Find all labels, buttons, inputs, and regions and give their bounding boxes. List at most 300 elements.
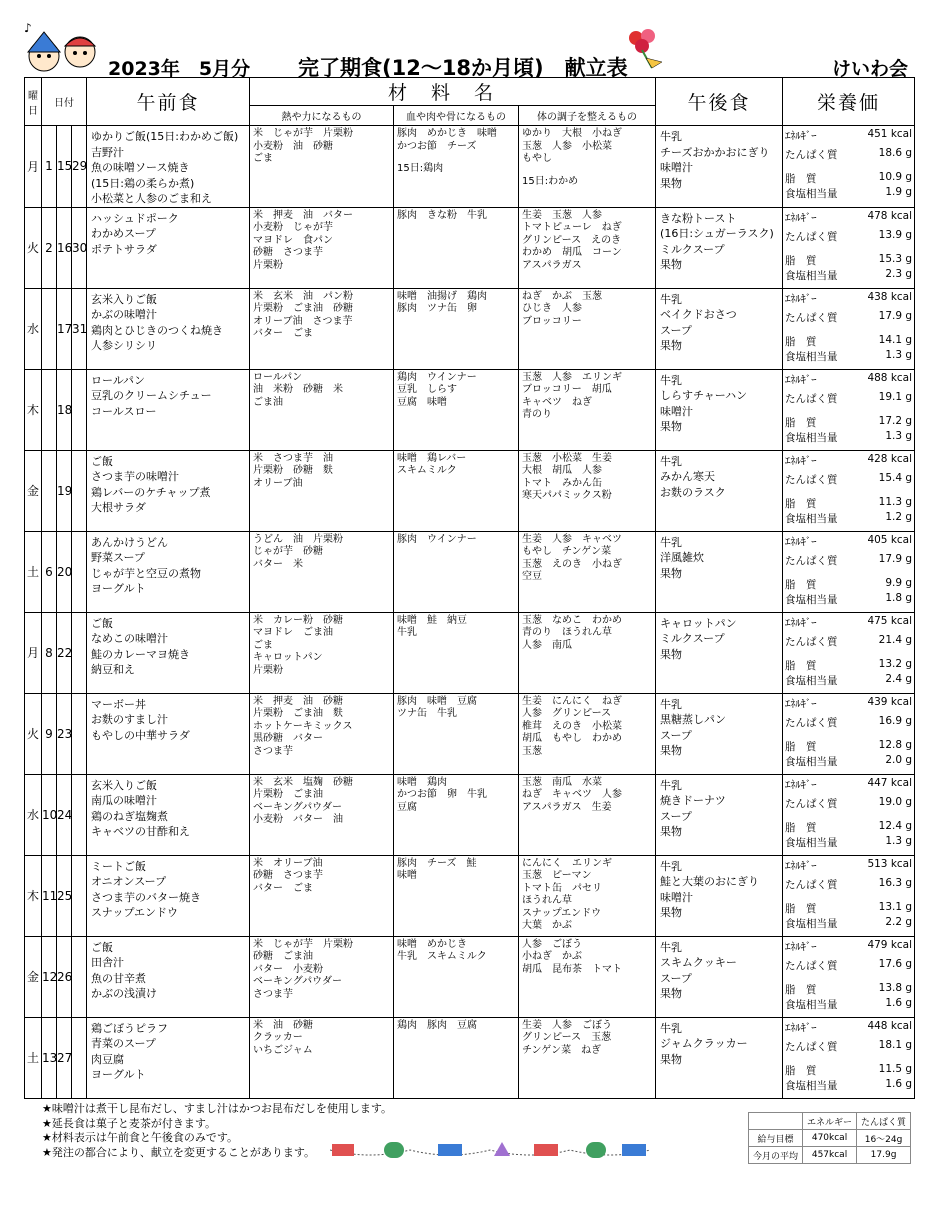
note-line: ★発注の都合により、献立を変更することがあります。 — [42, 1145, 315, 1159]
cell-line: かつお節 卵 牛乳 — [397, 789, 487, 800]
cell-line: 果物 — [660, 744, 683, 757]
date-cell — [42, 369, 57, 450]
cell-line: ゆかりご飯(15日:わかめご飯) — [91, 130, 239, 143]
cell-line: ヨーグルト — [91, 1068, 146, 1081]
nutrient-label: たんぱく質 — [785, 311, 838, 324]
cell-line: バター ごま — [253, 882, 313, 894]
summary-average-label: 今月の平均 — [749, 1147, 803, 1164]
cell-line: ご飯 — [91, 454, 113, 468]
cell-line: ホットケーキミックス — [253, 720, 353, 732]
cell-line: グリンピース 玉葱 — [522, 1032, 612, 1043]
cell-line: 牛乳 — [660, 778, 683, 792]
date-cell: 24 — [57, 774, 72, 855]
cell-line: 生姜 玉葱 人参 — [522, 209, 602, 221]
date-cell: 30 — [72, 207, 87, 288]
nutrient-label: 食塩相当量 — [785, 188, 838, 200]
nutrient-label: 脂 質 — [785, 902, 817, 915]
cell-line: マヨドレ 食パン — [253, 234, 333, 246]
nutrient-label: ｴﾈﾙｷﾞｰ — [785, 778, 817, 791]
morning-meal-cell — [87, 531, 250, 612]
cell-line: いちごジャム — [253, 1044, 313, 1056]
date-cell: 22 — [57, 612, 72, 693]
nutrient-energy — [785, 453, 912, 472]
nutrient-label: 脂 質 — [785, 578, 817, 591]
cell-line: スナップエンドウ — [91, 906, 179, 919]
nutrient-value: 438 kcal — [867, 290, 913, 303]
date-cell: 15 — [57, 126, 72, 208]
cell-line: ねぎ キャベツ 人参 — [522, 789, 622, 800]
cell-line: 豚肉 味噌 豆腐 — [397, 695, 477, 707]
cell-line: ねぎ かぶ 玉葱 — [522, 290, 602, 302]
summary-target-protein: 16～24g — [857, 1130, 911, 1147]
cell-line: しらすチャーハン — [660, 389, 748, 402]
cell-line: 玄米入りご飯 — [91, 292, 157, 306]
cell-line: スープ — [660, 971, 692, 985]
table-row — [25, 450, 915, 531]
cell-line: 片栗粉 ごま油 砂糖 — [253, 303, 353, 314]
energy-foods-cell — [250, 612, 394, 693]
morning-meal-cell — [87, 288, 250, 369]
cell-line: もやし チンゲン菜 — [522, 546, 612, 557]
nutrient-protein — [785, 553, 912, 577]
weekday-cell: 月 — [25, 612, 42, 693]
energy-foods-cell — [250, 1017, 394, 1098]
morning-meal-cell — [87, 936, 250, 1017]
energy-foods-cell — [250, 936, 394, 1017]
table-row — [25, 936, 915, 1017]
cell-line: 玄米入りご飯 — [91, 778, 157, 792]
cell-line: スナップエンドウ — [522, 907, 602, 919]
kids-festival-icon — [22, 18, 102, 76]
cell-line: 砂糖 さつま芋 — [253, 870, 323, 881]
cell-line: アスパラガス — [522, 259, 582, 271]
cell-line: キャベツの甘酢和え — [91, 825, 190, 838]
nutrient-salt — [785, 592, 912, 605]
afternoon-meal-cell — [656, 855, 783, 936]
cell-line: 味噌汁 — [660, 404, 694, 418]
date-cell: 12 — [42, 936, 57, 1017]
nutrient-protein — [785, 715, 912, 739]
nutrient-value: 1.9 g — [885, 186, 913, 198]
energy-foods-cell — [250, 693, 394, 774]
cell-line: ほうれん草 — [522, 895, 572, 906]
page-header — [0, 0, 938, 80]
cell-line: かぶの味噌汁 — [91, 308, 157, 321]
afternoon-meal-cell — [656, 450, 783, 531]
cell-line: スープ — [660, 323, 692, 337]
nutrition-cell — [783, 207, 915, 288]
cell-line: 米 オリーブ油 — [253, 857, 323, 869]
condition-foods-cell — [519, 126, 656, 208]
cell-line: ブロッコリー — [522, 315, 582, 327]
nutrient-value: 428 kcal — [867, 452, 913, 465]
cell-line: 片栗粉 — [253, 259, 283, 271]
cell-line: ミルクスープ — [660, 632, 725, 645]
nutrient-value: 13.1 g — [878, 900, 913, 913]
condition-foods-cell — [519, 855, 656, 936]
nutrient-value: 1.3 g — [885, 429, 913, 442]
weekday-cell: 火 — [25, 207, 42, 288]
body-foods-cell — [394, 531, 519, 612]
nutrient-value: 451 kcal — [867, 128, 913, 140]
cell-line: 味噌汁 — [660, 161, 694, 174]
cell-line: ヨーグルト — [91, 582, 146, 595]
cell-line: コールスロー — [91, 404, 157, 418]
cell-line: じゃが芋 砂糖 — [253, 546, 323, 557]
date-cell: 8 — [42, 612, 57, 693]
cell-line: 玉葱 なめこ わかめ — [522, 614, 622, 626]
nutrient-salt — [785, 511, 912, 524]
nutrient-salt — [785, 1078, 912, 1091]
nutrient-label: ｴﾈﾙｷﾞｰ — [785, 697, 817, 710]
condition-foods-cell — [519, 1017, 656, 1098]
nutrient-fat — [785, 253, 912, 268]
cell-line: 味噌 鶏肉 — [397, 776, 447, 788]
cell-line: お麩のラスク — [660, 485, 726, 499]
cell-line: じゃが芋と空豆の煮物 — [91, 566, 201, 580]
cell-line: 鶏肉とひじきのつくね焼き — [91, 323, 223, 337]
nutrient-label: たんぱく質 — [785, 797, 838, 810]
cell-line: (16日:シュガーラスク) — [660, 227, 774, 240]
cell-line: 米 じゃが芋 片栗粉 — [253, 938, 353, 950]
cell-line: ひじき 人参 — [522, 303, 582, 314]
cell-line: スープ — [660, 809, 692, 823]
cell-line: 豆腐 — [397, 801, 417, 813]
cell-line: 牛乳 — [660, 697, 683, 711]
nutrient-value: 1.6 g — [885, 996, 913, 1009]
weekday-cell: 金 — [25, 450, 42, 531]
cell-line: バター 米 — [253, 558, 303, 570]
nutrient-label: 脂 質 — [785, 173, 817, 185]
nutrient-label: たんぱく質 — [785, 149, 838, 161]
morning-meal-cell — [87, 126, 250, 208]
date-cell: 6 — [42, 531, 57, 612]
summary-target-energy: 470kcal — [803, 1130, 857, 1147]
cell-line: スープ — [660, 728, 692, 742]
cell-line: 鮭と大葉のおにぎり — [660, 875, 760, 888]
weekday-cell: 月 — [25, 126, 42, 208]
body-foods-cell — [394, 855, 519, 936]
body-foods-cell — [394, 774, 519, 855]
nutrient-protein — [785, 391, 912, 415]
cell-line: 豆腐 味噌 — [397, 396, 447, 408]
nutrient-fat — [785, 415, 912, 430]
afternoon-meal-cell — [656, 531, 783, 612]
nutrient-value: 12.4 g — [878, 819, 913, 832]
note-line: ★味噌汁は煮干し昆布だし、すまし汁はかつお昆布だしを使用します。 — [42, 1102, 392, 1115]
cell-line: キャロットパン — [660, 616, 737, 630]
date-cell: 25 — [57, 855, 72, 936]
weekday-cell: 水 — [25, 774, 42, 855]
cell-line: 牛乳 — [660, 535, 683, 549]
morning-meal-cell — [87, 1017, 250, 1098]
date-cell: 17 — [57, 288, 72, 369]
cell-line: ゆかり 大根 小ねぎ — [522, 128, 622, 139]
date-cell — [72, 369, 87, 450]
condition-foods-cell — [519, 450, 656, 531]
cell-line: トマト缶 パセリ — [522, 882, 602, 894]
cell-line: ベイクドおさつ — [660, 308, 737, 321]
nutrient-value: 13.2 g — [878, 657, 913, 670]
summary-target-label: 給与目標 — [749, 1130, 803, 1147]
nutrient-value: 1.3 g — [885, 834, 913, 847]
date-header: 日付 — [42, 78, 87, 126]
cell-line: 果物 — [660, 258, 683, 271]
cell-line: 果物 — [660, 987, 683, 1000]
date-cell: 13 — [42, 1017, 57, 1098]
nutrient-protein — [785, 1039, 912, 1063]
cell-line: 豚肉 ツナ缶 卵 — [397, 303, 477, 314]
morning-meal-cell — [87, 207, 250, 288]
cell-line: チーズおかかおにぎり — [660, 145, 770, 159]
cell-line: 砂糖 さつま芋 — [253, 247, 323, 258]
nutrient-label: 食塩相当量 — [785, 674, 838, 687]
energy-foods-cell — [250, 369, 394, 450]
cell-line: 焼きドーナツ — [660, 794, 726, 807]
nutrient-protein — [785, 877, 912, 901]
nutrient-fat — [785, 820, 912, 835]
nutrition-header: 栄養価 — [783, 78, 915, 126]
table-row — [25, 369, 915, 450]
cell-line: 牛乳 スキムミルク — [397, 951, 487, 962]
cell-line: 青のり — [522, 409, 552, 420]
cell-line: 鶏ごぼうピラフ — [91, 1021, 168, 1035]
nutrient-energy — [785, 372, 912, 391]
table-row — [25, 126, 915, 208]
cell-line: あんかけうどん — [91, 535, 168, 549]
cell-line: 油 米粉 砂糖 米 — [253, 384, 343, 395]
cell-line: 鶏のねぎ塩麹煮 — [91, 809, 168, 823]
cell-line: チンゲン菜 ねぎ — [522, 1044, 602, 1056]
nutrient-label: ｴﾈﾙｷﾞｰ — [785, 373, 817, 386]
energy-foods-cell — [250, 855, 394, 936]
nutrient-fat — [785, 334, 912, 349]
cell-line: 小麦粉 じゃが芋 — [253, 222, 333, 233]
date-cell: 18 — [57, 369, 72, 450]
cell-line: 果物 — [660, 339, 683, 352]
cell-line: 空豆 — [522, 571, 542, 582]
date-cell: 1 — [42, 126, 57, 208]
table-row — [25, 855, 915, 936]
table-row — [25, 693, 915, 774]
morning-meal-cell — [87, 855, 250, 936]
nutrient-fat — [785, 739, 912, 754]
cell-line: 豚肉 ウインナー — [397, 533, 477, 545]
cell-line: 玉葱 ピーマン — [522, 870, 592, 881]
table-row — [25, 288, 915, 369]
cell-line: 牛乳 — [660, 454, 683, 468]
cell-line: 玉葱 南瓜 水菜 — [522, 776, 602, 788]
cell-line: さつま芋 — [253, 745, 293, 757]
morning-meal-cell — [87, 693, 250, 774]
nutrient-label: たんぱく質 — [785, 878, 838, 891]
weekday-cell: 水 — [25, 288, 42, 369]
cell-line: お麩のすまし汁 — [91, 713, 168, 726]
nutrient-fat — [785, 577, 912, 592]
body-foods-cell — [394, 369, 519, 450]
cell-line: 牛乳 — [660, 130, 683, 143]
date-cell: 26 — [57, 936, 72, 1017]
cell-line: 黒砂糖 バター — [253, 733, 323, 744]
cell-line: トマトピューレ ねぎ — [522, 222, 622, 233]
cell-line: 米 押麦 油 バター — [253, 209, 353, 221]
cell-line: きな粉トースト — [660, 211, 737, 225]
nutrient-value: 13.9 g — [878, 228, 913, 241]
cell-line: かぶの浅漬け — [91, 987, 157, 1000]
cell-line: 米 玄米 塩麹 砂糖 — [253, 776, 353, 788]
nutrition-cell — [783, 693, 915, 774]
cell-line: オニオンスープ — [91, 875, 167, 888]
nutrition-cell — [783, 1017, 915, 1098]
nutrient-fat — [785, 658, 912, 673]
nutrient-energy — [785, 210, 912, 229]
table-row — [25, 1017, 915, 1098]
cell-line: 納豆和え — [91, 663, 135, 676]
cell-line: 豚肉 チーズ 鮭 — [397, 857, 477, 869]
nutrient-label: 食塩相当量 — [785, 1079, 838, 1092]
date-cell: 19 — [57, 450, 72, 531]
nutrition-cell — [783, 126, 915, 208]
body-foods-cell — [394, 450, 519, 531]
cell-line — [522, 166, 655, 176]
cell-line: キャベツ ねぎ — [522, 396, 592, 408]
nutrition-summary-table — [748, 1112, 911, 1164]
nutrient-label: 食塩相当量 — [785, 350, 838, 363]
nutrient-value: 16.9 g — [878, 714, 913, 727]
energy-foods-cell — [250, 450, 394, 531]
cell-line: 果物 — [660, 176, 683, 190]
cell-line: 豚肉 きな粉 牛乳 — [397, 209, 487, 221]
cell-line: うどん 油 片栗粉 — [253, 533, 343, 545]
cell-line: 玉葱 人参 小松菜 — [522, 140, 612, 152]
nutrient-protein — [785, 796, 912, 820]
cell-line: 牛乳 — [397, 627, 417, 638]
nutrient-label: ｴﾈﾙｷﾞｰ — [785, 1021, 817, 1034]
cell-line: 果物 — [660, 1052, 683, 1066]
condition-foods-cell — [519, 531, 656, 612]
energy-foods-cell — [250, 288, 394, 369]
nutrient-value: 1.6 g — [885, 1077, 913, 1090]
nutrient-value: 478 kcal — [867, 209, 913, 222]
cell-line: 米 油 砂糖 — [253, 1019, 313, 1031]
nutrient-label: ｴﾈﾙｷﾞｰ — [785, 940, 817, 953]
condition-foods-cell — [519, 288, 656, 369]
cell-line: ごま — [253, 639, 273, 651]
nutrient-value: 439 kcal — [867, 695, 913, 708]
summary-protein-header: たんぱく質 — [857, 1113, 911, 1130]
nutrient-salt — [785, 430, 912, 443]
energy-foods-cell — [250, 774, 394, 855]
nutrient-protein — [785, 472, 912, 496]
condition-foods-cell — [519, 693, 656, 774]
cell-line: 魚の味噌ソース焼き — [91, 161, 190, 174]
cell-line: 米 カレー粉 砂糖 — [253, 614, 343, 626]
nutrient-label: たんぱく質 — [785, 230, 838, 243]
cell-line: 15日:鶏肉 — [397, 163, 444, 174]
nutrient-salt — [785, 835, 912, 848]
nutrient-value: 405 kcal — [867, 533, 913, 546]
weekday-cell: 火 — [25, 693, 42, 774]
cell-line: 味噌 — [397, 870, 417, 881]
date-cell — [72, 1017, 87, 1098]
nutrient-energy — [785, 777, 912, 796]
body-foods-cell — [394, 693, 519, 774]
nutrient-label: 脂 質 — [785, 821, 817, 834]
cell-line: 洋風雑炊 — [660, 551, 705, 564]
nutrition-cell — [783, 288, 915, 369]
afternoon-meal-cell — [656, 612, 783, 693]
cell-line: スキムクッキー — [660, 956, 737, 969]
nutrient-energy — [785, 1020, 912, 1039]
cell-line: 牛乳 — [660, 373, 683, 387]
nutrient-value: 17.6 g — [878, 957, 913, 970]
cell-line: クラッカー — [253, 1032, 303, 1043]
cell-line: 味噌 油揚げ 鶏肉 — [397, 290, 487, 302]
nutrient-protein — [785, 147, 912, 171]
cell-line: 鮭のカレーマヨ焼き — [91, 647, 190, 661]
carp-streamer-garland-icon — [330, 1136, 650, 1166]
nutrient-value: 448 kcal — [867, 1019, 913, 1032]
cell-line: ポテトサラダ — [91, 242, 157, 256]
cell-line: 人参 ごぼう — [522, 938, 582, 950]
date-cell — [72, 774, 87, 855]
nutrition-cell — [783, 531, 915, 612]
date-cell — [42, 450, 57, 531]
cell-line: 小麦粉 バター 油 — [253, 814, 343, 825]
cell-line: ミートご飯 — [91, 859, 146, 873]
nutrient-value: 19.0 g — [878, 795, 913, 808]
cell-line: 鶏レバーのケチャップ煮 — [91, 485, 211, 499]
cell-line: 牛乳 — [660, 859, 683, 873]
cell-line: ブロッコリー 胡瓜 — [522, 384, 612, 395]
nutrient-label: ｴﾈﾙｷﾞｰ — [785, 211, 817, 224]
summary-average-protein: 17.9g — [857, 1147, 911, 1164]
nutrient-value: 447 kcal — [867, 776, 913, 789]
nutrient-label: 脂 質 — [785, 335, 817, 348]
cell-line: 生姜 人参 キャベツ — [522, 533, 622, 545]
nutrient-value: 18.1 g — [878, 1038, 913, 1051]
cell-line: オリーブ油 — [253, 477, 303, 489]
cell-line: ご飯 — [91, 940, 113, 954]
carnation-icon — [622, 26, 668, 72]
cell-line: 果物 — [660, 825, 683, 838]
cell-line: 片栗粉 — [253, 664, 283, 676]
cell-line: ロールパン — [91, 373, 146, 387]
cell-line: 鶏肉 ウインナー — [397, 371, 477, 383]
cell-line: 野菜スープ — [91, 551, 145, 564]
nutrient-value: 13.8 g — [878, 981, 913, 994]
cell-line: 味噌 めかじき — [397, 938, 467, 950]
table-row — [25, 774, 915, 855]
cell-line: 小松菜と人参のごま和え — [91, 192, 212, 205]
body-foods-cell — [394, 1017, 519, 1098]
cell-line — [397, 153, 518, 163]
condition-foods-cell — [519, 207, 656, 288]
nutrient-value: 1.2 g — [885, 510, 913, 523]
afternoon-meal-cell — [656, 1017, 783, 1098]
cell-line: 大根サラダ — [91, 501, 146, 514]
nutrient-label: ｴﾈﾙｷﾞｰ — [785, 616, 817, 629]
nutrient-label: 食塩相当量 — [785, 269, 838, 282]
nutrient-label: たんぱく質 — [785, 635, 838, 648]
afternoon-meal-cell — [656, 288, 783, 369]
nutrient-label: 食塩相当量 — [785, 593, 838, 606]
cell-line: 胡瓜 昆布茶 トマト — [522, 963, 622, 975]
year-month: 2023年 5月分 — [108, 58, 251, 80]
cell-line: さつま芋の味噌汁 — [91, 470, 179, 483]
nutrient-label: たんぱく質 — [785, 716, 838, 729]
cell-line: わかめスープ — [91, 227, 156, 240]
